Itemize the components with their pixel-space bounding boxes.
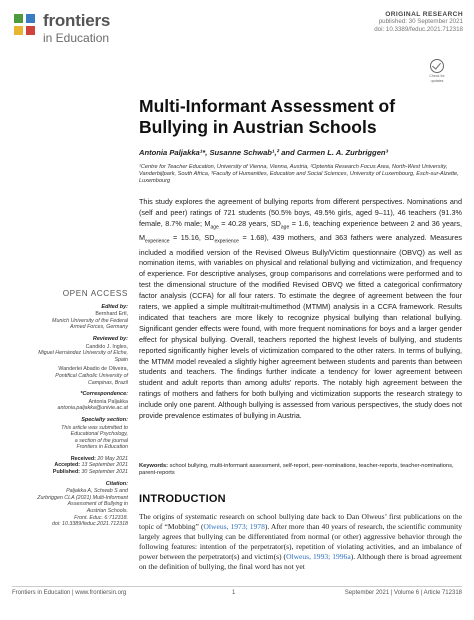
edited-by-label: Edited by: (101, 303, 128, 310)
doi-link[interactable]: doi: 10.3389/feduc.2021.712318 (374, 26, 463, 33)
citation-line: Paljakka A, Schwab S and (66, 488, 128, 495)
introduction-text (139, 512, 462, 573)
footer-page-number: 1 (232, 590, 236, 596)
reviewer-line: Spain (114, 356, 128, 363)
keywords-list: school bullying, multi-informant assessment, self-report, peer-nominations, teacher-reports, teacher-nominations, parent-reports (139, 463, 454, 477)
correspondence-label: *Correspondence: (80, 391, 128, 398)
citation-line: Zurbriggen CLA (2021) Multi-Informant (37, 494, 128, 501)
abstract-age-sd-sub: age (280, 224, 290, 231)
check-icon (430, 59, 444, 73)
open-access-label: OPEN ACCESS (62, 289, 128, 298)
accepted-value: 13 September 2021 (79, 462, 128, 469)
article-authors: Antonia Paljakka¹*, Susanne Schwab¹,² and Carmen L. A. Zurbriggen³ (139, 148, 389, 157)
reviewer-line: Pontifical Catholic University of (55, 372, 128, 379)
intro-part-a: The origins of systematic research on school bullying date back to Dan Olweus’ first publications on the topic of “Mobbing” ( (139, 512, 462, 532)
citation (12, 481, 128, 528)
citation-link-olweus-1973[interactable]: Olweus, 1973; 1978 (203, 522, 265, 532)
keywords-label: Keywords: (139, 463, 169, 469)
article-title: Multi-Informant Assessment of Bullying in Austrian Schools (139, 96, 396, 137)
keywords (139, 463, 462, 478)
logo-journal: in Education (43, 31, 110, 45)
specialty-label: Specialty section: (81, 416, 128, 423)
citation-line: Austrian Schools. (86, 508, 128, 515)
editor-line: Bernhard Ertl, (95, 311, 128, 318)
reviewer-line: Campinas, Brazil (87, 379, 128, 386)
logo-name: frontiers (43, 11, 111, 30)
footer-divider (12, 586, 462, 587)
abstract-age-sub: age (210, 224, 219, 231)
introduction-heading: INTRODUCTION (139, 493, 226, 505)
abstract-part-1: This study explores the agreement of bullying reports from different perspectives. Nominations and (self and peer) ratings of 721 students (50.5% boys, 49.5% girls, aged 9–11), 46 teachers (91.3% female, 8.7% male; M (139, 197, 462, 228)
accepted-label: Accepted: (54, 462, 80, 469)
published-value: 30 September 2021 (79, 469, 128, 476)
reviewer-line: Wanderlei Abadio de Oliveira, (58, 366, 128, 373)
reviewed-by (12, 336, 128, 386)
footer-article-info: September 2021 | Volume 6 | Article 712318 (344, 590, 462, 596)
abstract-exp-sd-sub: experience (214, 238, 239, 245)
check-for-updates-badge[interactable] (426, 59, 448, 84)
abstract-part-4: = 15.16, SD (169, 233, 215, 243)
correspondence-email[interactable]: antonia.paljakka@univie.ac.at (57, 405, 128, 412)
specialty-line: Educational Psychology, (70, 431, 128, 438)
received-value: 20 May 2021 (95, 455, 128, 462)
citation-doi[interactable]: doi: 10.3389/feduc.2021.712318 (52, 521, 128, 528)
abstract-part-2: = 40.28 years, SD (218, 218, 281, 228)
article-affiliations: ¹Centre for Teacher Education, University of Vienna, Vienna, Austria, ²Optentia Research Focus Area, North-West University, Vanderbijlpark, South Africa, ³Faculty of Humanities, Education and Social Sciences, University of Luxembourg, Esch-sur-Alzette, Luxembourg (139, 164, 459, 185)
editor-line: Munich University of the Federal (52, 317, 128, 324)
article-type: ORIGINAL RESEARCH (385, 11, 463, 18)
citation-label: Citation: (105, 480, 128, 487)
abstract-part-5: = 1.68), 439 mothers, and 363 fathers were analyzed. Measures included a modified version of the Revised Olweus Bully/Victim questionnaire (OBVQ) as well as nomination items, with variables on physical and relational bullying and victimization, and frequency of experience. For descriptive analyses, group comparisons and correlations were performed and to test the dimensional structure of the modified Revised OBVQ we fitted a categorical confirmatory factor analysis (CCFA) for all four raters. To estimate the degree of agreement between the four raters, we applied a simple multitrait-multimethod (MTMM) analysis in a CCFA framework. Results indicated that teachers are more likely to recognize physical bullying than relational bullying. Significant gender effects were found, with more frequent nominations for boys and a larger gender effect for physical bullying. Overall, teachers reported the highest levels of bullying, and students reported significantly higher levels of victimization compared to the other raters. In terms of bullying, the MTMM model revealed a slightly higher agreement between students and parents than between students and teachers. The findings further indicate a tendency for lower agreement between student and adult reports than among adults’ reports. The notably high agreement between the ratings of mothers and fathers for both bullying and victimization supports the research strategy to include only one parent. Although bullying is assessed from various perspectives, the study does not provide prevalence estimates of bullying in Austria. (139, 233, 463, 421)
accepted-date (12, 462, 128, 469)
specialty-line: Frontiers in Education (76, 444, 128, 451)
citation-line: Assessment of Bullying in (67, 501, 128, 508)
correspondence-name: Antonia Paljakka (88, 398, 128, 405)
published-date-sidebar (12, 469, 128, 476)
specialty-section (12, 417, 128, 451)
published-label: Published: (52, 469, 80, 476)
footer-journal[interactable]: Frontiers in Education | www.frontiersin.org (12, 590, 127, 596)
citation-link-olweus-1993[interactable]: Olweus, 1993; 1996a (286, 552, 351, 562)
intro-part-b: ). After more than 40 years of research, the scientific community largely agrees that bullying can be differentiated from normal (or other) aggressive behavior through the following features: intention of the perpetrator(s), repetition of violating activities, and an imbalance of power between the perpetrator(s) and victim(s) ( (139, 522, 462, 562)
check-label-1: Check for (429, 74, 445, 78)
specialty-line: a section of the journal (74, 437, 128, 444)
article-dates (12, 456, 128, 476)
correspondence (12, 391, 128, 412)
received-date (12, 456, 128, 463)
check-label-2: updates (430, 79, 444, 83)
edited-by (12, 304, 128, 331)
abstract-part-3: = 1.6, teaching experience between 2 and 36 years, M (139, 218, 462, 243)
reviewer-line: Miguel Hernández University of Elche, (38, 350, 128, 357)
abstract (139, 197, 462, 422)
received-label: Received: (70, 455, 96, 462)
editor-line: Armed Forces, Germany (70, 324, 128, 331)
citation-line: Front. Educ. 6:712318. (74, 514, 128, 521)
reviewed-by-label: Reviewed by: (92, 335, 128, 342)
abstract-exp-sub: experience (145, 238, 170, 245)
frontiers-logo-icon (12, 12, 38, 38)
intro-part-c: ). Although there is broad agreement on the definition of bullying, the final word has not yet (139, 552, 463, 572)
article-sidebar (12, 291, 128, 533)
published-date: published: 30 September 2021 (378, 18, 463, 25)
reviewer-line: Candido J. Ingles, (85, 343, 128, 350)
frontiers-logo[interactable] (12, 11, 132, 51)
specialty-line: This article was submitted to (61, 424, 128, 431)
article-header-info (233, 11, 463, 34)
